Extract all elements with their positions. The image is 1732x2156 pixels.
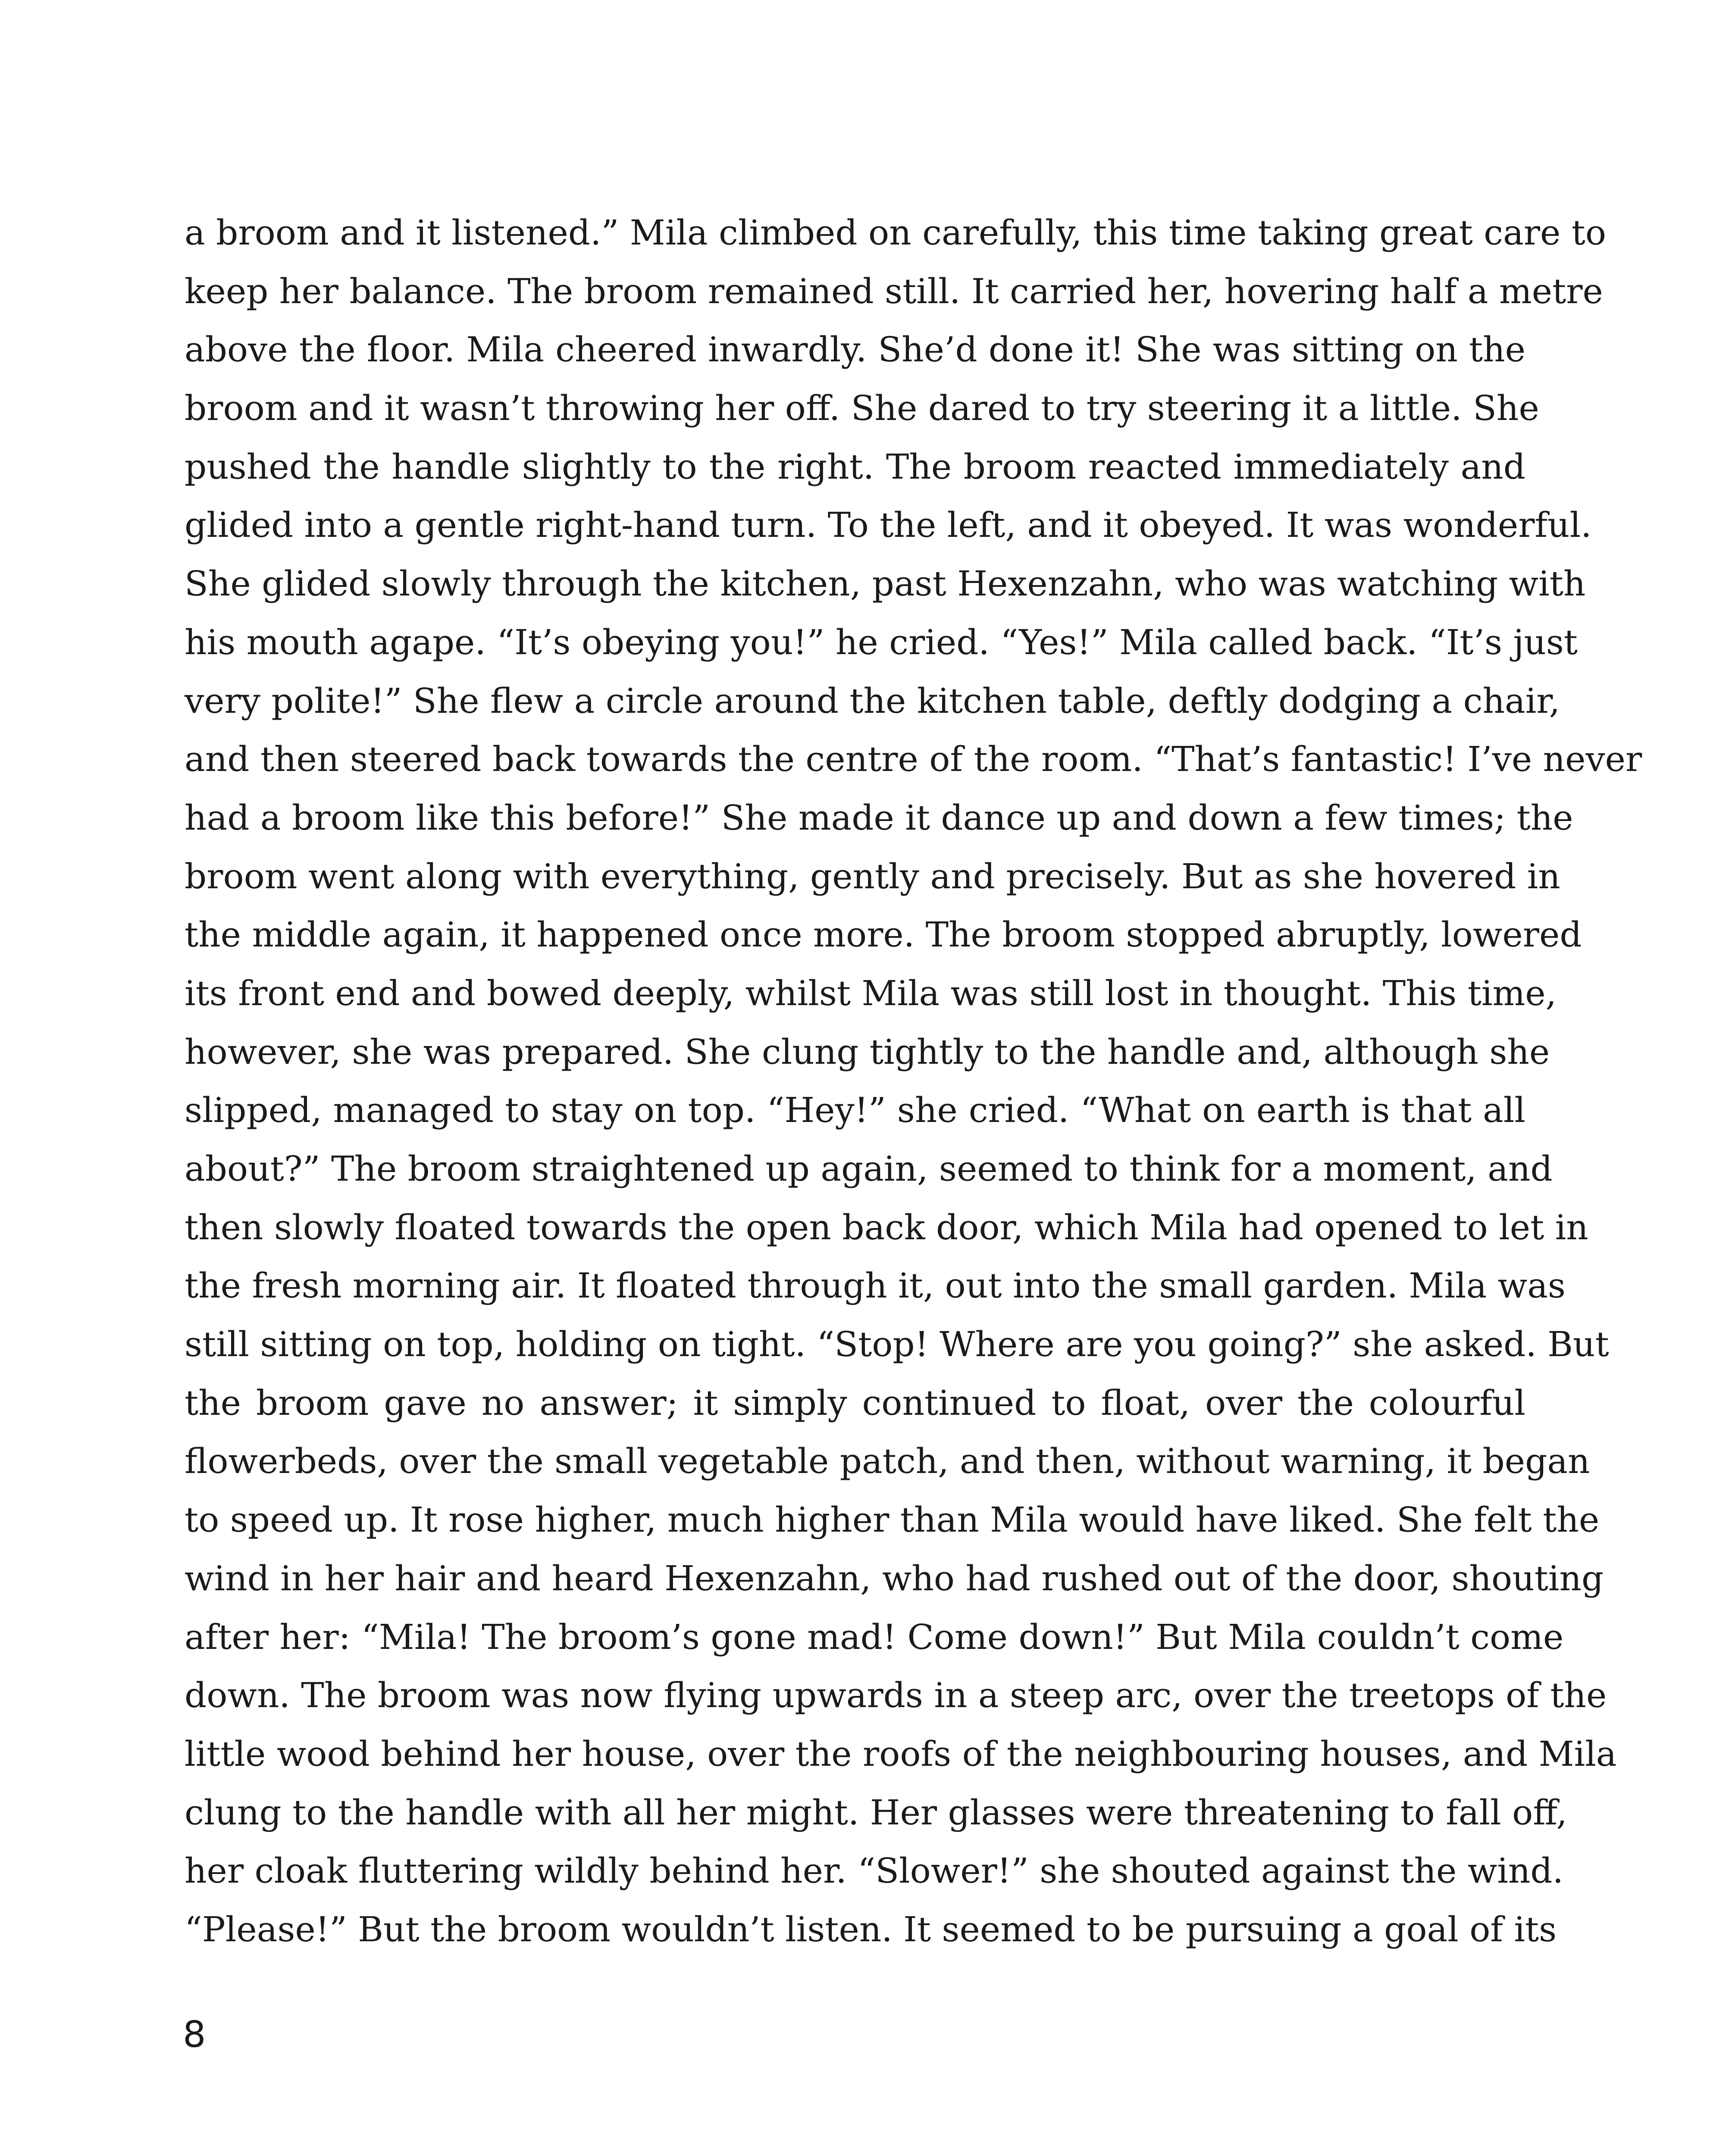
text-line: broom and it wasn’t throwing her off. She dared to try steering it a little. She [185,388,1539,429]
text-line: her cloak fluttering wildly behind her. “Slower!” she shouted against the wind. [185,1851,1564,1891]
text-line: pushed the handle slightly to the right. The broom reacted immediately and [185,446,1525,487]
text-line: after her: “Mila! The broom’s gone mad! Come down!” But Mila couldn’t come [185,1617,1564,1657]
text-line: very polite!” She flew a circle around the kitchen table, deftly dodging a chair, [185,680,1560,721]
body-text [185,204,1642,1959]
text-line: keep her balance. The broom remained still. It carried her, hovering half a metre [185,271,1603,311]
text-line: glided into a gentle right-hand turn. To the left, and it obeyed. It was wonderful. [185,505,1592,545]
text-line: a broom and it listened.” Mila climbed on carefully, this time taking great care to [185,213,1607,253]
text-line: however, she was prepared. She clung tightly to the handle and, although she [185,1031,1550,1072]
text-line: still sitting on top, holding on tight. “Stop! Where are you going?” she asked. But [185,1324,1609,1365]
text-line: to speed up. It rose higher, much higher than Mila would have liked. She felt the [185,1500,1600,1540]
text-line: broom went along with everything, gently and precisely. But as she hovered in [185,856,1560,896]
text-line: had a broom like this before!” She made it dance up and down a few times; the [185,797,1573,838]
page-number: 8 [183,2013,206,2056]
text-line: and then steered back towards the centre of the room. “That’s fantastic! I’ve never [185,739,1642,780]
text-line: clung to the handle with all her might. Her glasses were threatening to fall off, [185,1792,1567,1833]
text-line: his mouth agape. “It’s obeying you!” he cried. “Yes!” Mila called back. “It’s just [185,622,1578,662]
text-line: little wood behind her house, over the roofs of the neighbouring houses, and Mila [185,1733,1617,1774]
text-line: She glided slowly through the kitchen, past Hexenzahn, who was watching with [185,564,1586,604]
text-line: then slowly floated towards the open back door, which Mila had opened to let in [185,1207,1588,1247]
text-line: the fresh morning air. It floated through it, out into the small garden. Mila was [185,1266,1566,1306]
text-line: wind in her hair and heard Hexenzahn, who had rushed out of the door, shouting [185,1558,1604,1598]
text-line: above the floor. Mila cheered inwardly. She’d done it! She was sitting on the [185,329,1525,370]
text-line: flowerbeds, over the small vegetable patch, and then, without warning, it began [185,1441,1590,1482]
text-line: the broom gave no answer; it simply continued to float, over the colourful [185,1382,1525,1423]
text-line: slipped, managed to stay on top. “Hey!” she cried. “What on earth is that all [185,1090,1525,1131]
text-line: about?” The broom straightened up again, seemed to think for a moment, and [185,1149,1553,1189]
text-line: its front end and bowed deeply, whilst Mila was still lost in thought. This time, [185,973,1557,1013]
text-line: the middle again, it happened once more. The broom stopped abruptly, lowered [185,915,1582,955]
text-line: down. The broom was now flying upwards in a steep arc, over the treetops of the [185,1675,1607,1716]
text-line: “Please!” But the broom wouldn’t listen. It seemed to be pursuing a goal of its [185,1909,1557,1949]
